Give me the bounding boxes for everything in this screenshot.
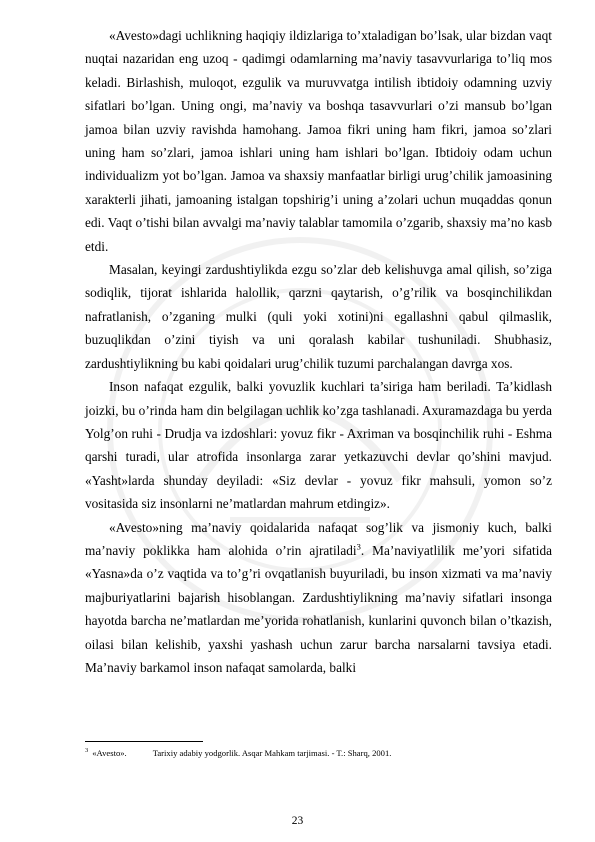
footnote-reference[interactable]: 3 (356, 541, 361, 552)
footnote-author: «Avesto». (92, 747, 127, 758)
paragraph-3: Inson nafaqat ezgulik, balki yovuzlik kuchlari ta’siriga ham beriladi. Ta’kidlash joizki, bu o’rinda ham din belgilagan uchlik ko’zga tashlanadi. Axuramazdaga bu yerda Yolg’on ruhi - Drudja va izdoshlari: yovuz fikr - Axriman va bosqinchilik ruhi - Eshma qarshi turadi, ular atrofida insonlarga zarar yetkazuvchi devlar qo’shini mavjud. «Yasht»larda shunday deyiladi: «Siz devlar - yovuz fikr mahsuli, yomon so’z vositasida siz insonlarni ne’matlardan mahrum etdingiz». (85, 379, 552, 512)
paragraph-1: «Avesto»dagi uchlikning haqiqiy ildizlariga to’xtaladigan bo’lsak, ular bizdan vaqt nuqtai nazaridan eng uzoq - qadimgi odamlarning ma’naviy tasavvurlariga to’liq mos keladi. Birlashish, muloqot, ezgulik va muruvvatga intilish ibtidoiy odamning uzviy sifatlari bo’lgan. Uning ongi, ma’naviy va boshqa tasavvurlari o’zi mansub bo’lgan jamoa bilan uzviy ravishda hamohang. Jamoa fikri uning ham fikri, jamoa so’zlari uning ham so’zlari, jamoa ishlari uning ham ishlari bo’lgan. Ibtidoiy odam uchun individualizm yot bo’lgan. Jamoa va shaxsiy manfaatlar birligi urug’chilik jamoasining xarakterli jihati, jamoaning istalgan topshirig’i uning a’zolari uchun muqaddas qonun edi. Vaqt o’tishi bilan avvalgi ma’naviy talablar tamomila o’zgarib, shaxsiy ma’no kasb etdi. (85, 28, 552, 254)
paragraph-2: Masalan, keyingi zardushtiylikda ezgu so’zlar deb kelishuvga amal qilish, so’ziga sodiqlik, tijorat ishlarida halollik, qarzni qaytarish, o’g’rilik va bosqinchilikdan nafratlanish, o’zganing mulki (quli yoki xotini)ni egallashni qabul qilmaslik, buzuqlikdan o’zini tiyish va uni qoralash kabilar tushuniladi. Shubhasiz, zardushtiylikning bu kabi qoidalari urug’chilik tuzumi parchalangan davrga xos. (85, 262, 552, 371)
footnote-number: 3 (85, 747, 89, 754)
body-text (85, 24, 552, 679)
paragraph-4 (85, 516, 552, 680)
footnote (85, 745, 555, 759)
page-number: 23 (291, 815, 304, 827)
footnote-source-title: Tarixiy adabiy yodgorlik. Asqar Mahkam tarjimasi. - T.: Sharq, 2001. (152, 747, 392, 758)
paragraph-4-text-start: «Avesto»ning ma’naviy qoidalarida nafaqat sog’lik va jismoniy kuch, balki ma’naviy poklikka ham alohida o’rin ajratiladi (85, 519, 552, 558)
paragraph-4-text-end: . Ma’naviyatlilik me’yori sifatida «Yasna»da o’z vaqtida va to’g’ri ovqatlanish buyuriladi, bu inson xizmati va ma’naviy majburiyatlarini bajarish hisoblangan. Zardushtiylikning ma’naviy sifatlari insonga hayotda barcha ne’matlardan me’yorida rohatlanish, kunlarini quvonch bilan o’tkazish, oilasi bilan kelishib, yaxshi yashash uchun zarur barcha narsalarni tavsiya etadi. Ma’naviy barkamol inson nafaqat samolarda, balki (85, 542, 552, 675)
footnote-divider (85, 741, 203, 742)
